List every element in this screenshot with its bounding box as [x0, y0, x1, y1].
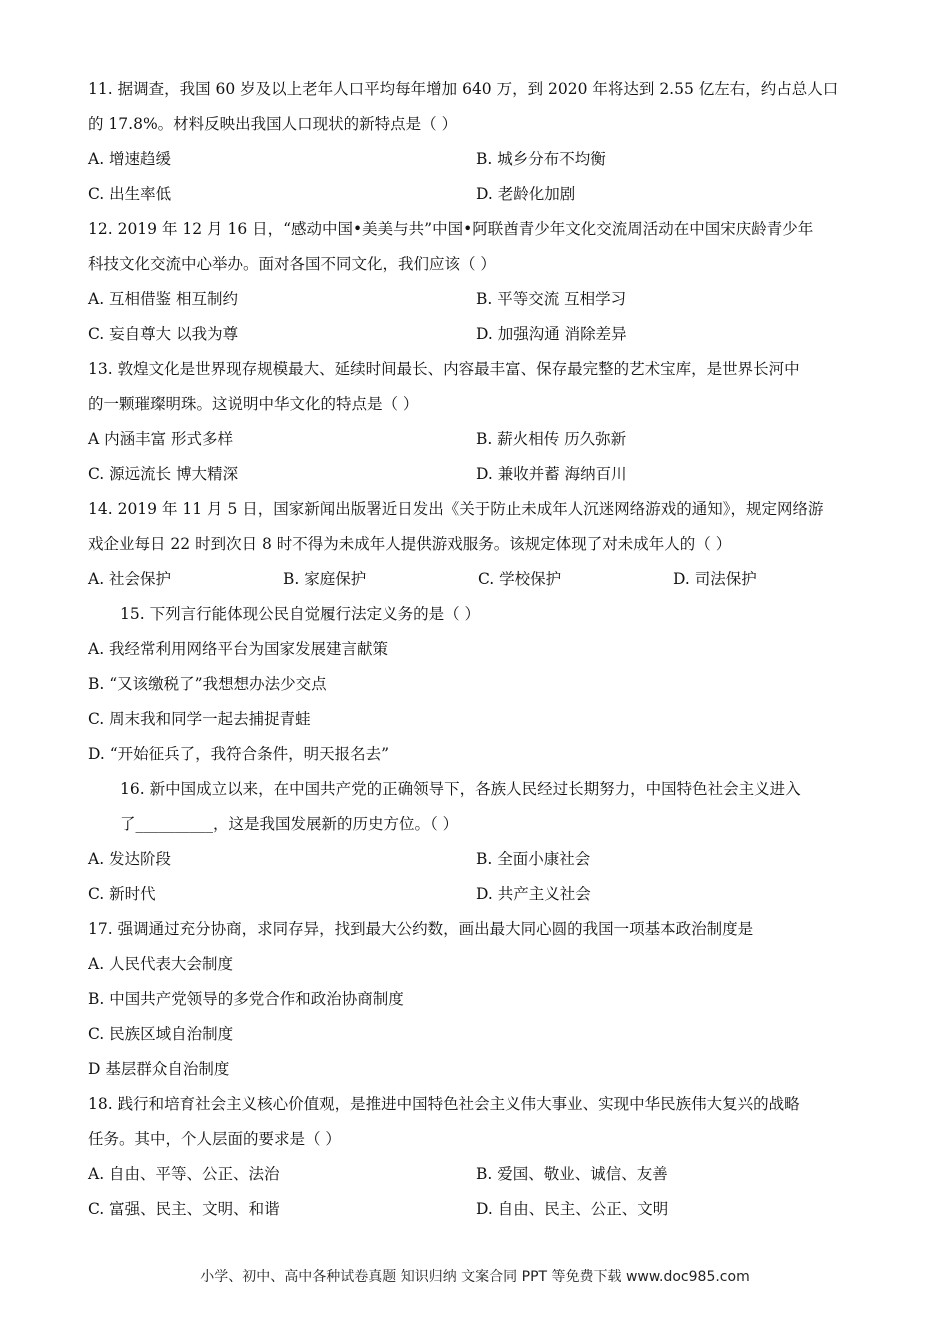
question-12-stem-line2: 科技文化交流中心举办。面对各国不同文化，我们应该（ ） — [88, 255, 496, 273]
question-11-stem-line2: 的 17.8%。材料反映出我国人口现状的新特点是（ ） — [88, 115, 458, 133]
question-12-options-row2 — [88, 317, 868, 352]
option-d: D. 自由、民主、公正、文明 — [476, 1200, 669, 1218]
question-14-stem-line1: 14. 2019 年 11 月 5 日，国家新闻出版署近日发出《关于防止未成年人沉迷网络游戏的通知》，规定网络游 — [88, 500, 824, 518]
question-16-stem-line1: 16. 新中国成立以来，在中国共产党的正确领导下，各族人民经过长期努力，中国特色社会主义进入 — [120, 780, 801, 798]
question-11-options-row1 — [88, 142, 868, 177]
option-d: D. 司法保护 — [673, 570, 757, 588]
question-13-stem-line2: 的一颗璀璨明珠。这说明中华文化的特点是（ ） — [88, 395, 419, 413]
option-b: B. 薪火相传 历久弥新 — [476, 430, 627, 448]
question-13-options-row1 — [88, 422, 868, 457]
option-b: B. 爱国、敬业、诚信、友善 — [476, 1165, 668, 1183]
option-b: B. 城乡分布不均衡 — [476, 150, 606, 168]
question-16-options-row2 — [88, 877, 868, 912]
option-d: D. 兼收并蓄 海纳百川 — [476, 465, 627, 483]
option-a: A 内涵丰富 形式多样 — [88, 430, 234, 448]
question-18-options-row1 — [88, 1157, 868, 1192]
page-footer: 小学、初中、高中各种试卷真题 知识归纳 文案合同 PPT 等免费下载 www.doc985.com — [200, 1269, 750, 1285]
question-18-options-row2 — [88, 1192, 868, 1227]
option-a: A. 社会保护 — [88, 570, 172, 588]
option-b: B. 全面小康社会 — [476, 850, 591, 868]
option-b: B. 平等交流 互相学习 — [476, 290, 627, 308]
option-c: C. 新时代 — [88, 885, 156, 903]
option-c: C. 源远流长 博大精深 — [88, 465, 239, 483]
option-c: C. 学校保护 — [478, 570, 562, 588]
question-14-options-row — [88, 562, 868, 597]
option-c: C. 妄自尊大 以我为尊 — [88, 325, 239, 343]
option-d: D 基层群众自治制度 — [88, 1060, 230, 1078]
option-d: D. 共产主义社会 — [476, 885, 591, 903]
option-d: D. 加强沟通 消除差异 — [476, 325, 627, 343]
option-c: C. 富强、民主、文明、和谐 — [88, 1200, 280, 1218]
option-a: A. 发达阶段 — [88, 850, 172, 868]
question-15-stem-line1: 15. 下列言行能体现公民自觉履行法定义务的是（ ） — [120, 605, 481, 623]
option-c: C. 民族区域自治制度 — [88, 1025, 234, 1043]
option-a: A. 我经常利用网络平台为国家发展建言献策 — [88, 640, 389, 658]
question-16-options-row1 — [88, 842, 868, 877]
option-d: D. “开始征兵了，我符合条件，明天报名去” — [88, 745, 390, 763]
question-13-stem-line1: 13. 敦煌文化是世界现存规模最大、延续时间最长、内容最丰富、保存最完整的艺术宝库，是世界长河中 — [88, 360, 800, 378]
option-d: D. 老龄化加剧 — [476, 185, 576, 203]
option-c: C. 出生率低 — [88, 185, 172, 203]
option-b: B. 中国共产党领导的多党合作和政治协商制度 — [88, 990, 404, 1008]
question-16-stem-line2: 了__________，这是我国发展新的历史方位。（ ） — [120, 815, 459, 833]
question-14-stem-line2: 戏企业每日 22 时到次日 8 时不得为未成年人提供游戏服务。该规定体现了对未成年人的（ ） — [88, 535, 732, 553]
question-11-options-row2 — [88, 177, 868, 212]
option-a: A. 增速趋缓 — [88, 150, 172, 168]
question-11-stem-line1: 11. 据调查，我国 60 岁及以上老年人口平均每年增加 640 万，到 2020 年将达到 2.55 亿左右，约占总人口 — [88, 80, 839, 98]
option-a: A. 人民代表大会制度 — [88, 955, 234, 973]
option-b: B. 家庭保护 — [283, 570, 367, 588]
question-12-stem-line1: 12. 2019 年 12 月 16 日，“感动中国•美美与共”中国•阿联酋青少年文化交流周活动在中国宋庆龄青少年 — [88, 220, 814, 238]
option-a: A. 自由、平等、公正、法治 — [88, 1165, 280, 1183]
question-13-options-row2 — [88, 457, 868, 492]
option-b: B. “又该缴税了”我想想办法少交点 — [88, 675, 327, 693]
question-18-stem-line2: 任务。其中，个人层面的要求是（ ） — [88, 1130, 341, 1148]
question-list — [88, 72, 868, 1227]
option-c: C. 周末我和同学一起去捕捉青蛙 — [88, 710, 311, 728]
option-a: A. 互相借鉴 相互制约 — [88, 290, 238, 308]
question-18-stem-line1: 18. 践行和培育社会主义核心价值观，是推进中国特色社会主义伟大事业、实现中华民族伟大复兴的战略 — [88, 1095, 800, 1113]
question-17-stem-line1: 17. 强调通过充分协商，求同存异，找到最大公约数，画出最大同心圆的我国一项基本政治制度是 — [88, 920, 754, 938]
question-12-options-row1 — [88, 282, 868, 317]
